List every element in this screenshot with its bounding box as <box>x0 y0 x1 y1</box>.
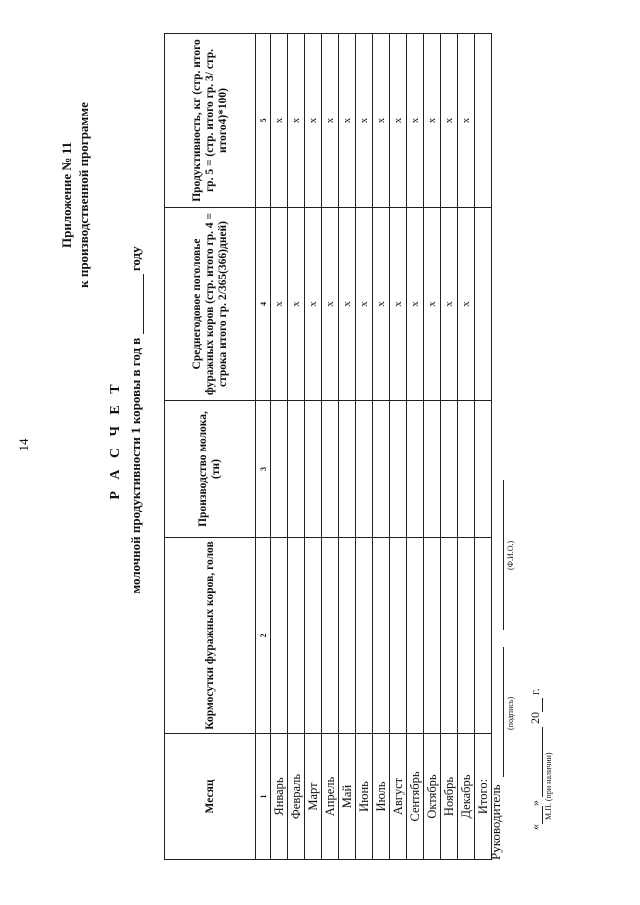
milk-production-cell <box>373 401 390 538</box>
average-herd-cell: x <box>441 208 458 401</box>
appendix-reference: к производственной программе <box>76 102 91 288</box>
feed-days-cell <box>288 538 305 734</box>
signature-block <box>488 260 560 860</box>
milk-production-cell <box>458 401 475 538</box>
average-herd-cell: x <box>288 208 305 401</box>
productivity-cell: x <box>407 34 424 208</box>
milk-production-cell <box>356 401 373 538</box>
document-subtitle <box>128 115 144 725</box>
name-caption: (Ф.И.О.) <box>506 540 515 570</box>
feed-days-cell <box>339 538 356 734</box>
month-cell: Май <box>339 734 356 860</box>
table-row <box>305 34 322 860</box>
date-close-quote: » <box>528 800 542 806</box>
productivity-cell: x <box>305 34 322 208</box>
month-cell: Сентябрь <box>407 734 424 860</box>
feed-days-cell <box>424 538 441 734</box>
subtitle-text-after: году <box>128 246 143 272</box>
column-number: 1 <box>256 734 271 860</box>
productivity-cell: x <box>322 34 339 208</box>
year-blank <box>542 698 543 712</box>
header-feed-days: Кормосутки фуражных коров, голов <box>165 538 256 734</box>
head-label: Руководитель <box>488 784 503 860</box>
page-number: 14 <box>16 438 31 452</box>
appendix-number: Приложение № 11 <box>59 142 74 248</box>
month-cell: Январь <box>271 734 288 860</box>
productivity-cell: x <box>390 34 407 208</box>
feed-days-cell <box>441 538 458 734</box>
milk-production-cell <box>441 401 458 538</box>
day-blank <box>542 806 543 824</box>
feed-days-cell <box>322 538 339 734</box>
milk-production-cell <box>390 401 407 538</box>
month-cell: Декабрь <box>458 734 475 860</box>
average-herd-cell: x <box>424 208 441 401</box>
month-cell: Август <box>390 734 407 860</box>
month-cell: Июль <box>373 734 390 860</box>
productivity-cell: x <box>458 34 475 208</box>
feed-days-cell <box>373 538 390 734</box>
average-herd-cell: x <box>407 208 424 401</box>
milk-production-cell <box>305 401 322 538</box>
head-signature-line <box>488 260 528 860</box>
average-herd-cell: x <box>322 208 339 401</box>
signature-field <box>503 647 504 777</box>
date-open-quote: « <box>528 824 542 830</box>
year-suffix: г. <box>528 688 542 695</box>
average-herd-cell: x <box>305 208 322 401</box>
month-cell: Февраль <box>288 734 305 860</box>
milk-production-cell <box>322 401 339 538</box>
year-prefix: 20 <box>528 712 542 724</box>
table-row <box>339 34 356 860</box>
table-row <box>356 34 373 860</box>
table-row <box>407 34 424 860</box>
month-cell: Ноябрь <box>441 734 458 860</box>
productivity-cell: x <box>373 34 390 208</box>
header-month: Месяц <box>165 734 256 860</box>
table-row <box>441 34 458 860</box>
milk-production-cell <box>288 401 305 538</box>
header-average-herd: Среднегодовое поголовье фуражных коров (стр. итого гр. 4 = строка итого гр. 2/365(366)дней) <box>165 208 256 401</box>
column-number: 5 <box>256 34 271 208</box>
table-row <box>390 34 407 860</box>
average-herd-cell: x <box>373 208 390 401</box>
month-cell: Апрель <box>322 734 339 860</box>
month-cell: Март <box>305 734 322 860</box>
milk-production-cell <box>339 401 356 538</box>
subtitle-text-before: молочной продуктивности 1 коровы в год в <box>128 337 143 594</box>
milk-production-cell <box>424 401 441 538</box>
table-header-row <box>165 34 256 860</box>
milk-production-cell <box>407 401 424 538</box>
column-number-row <box>256 34 271 860</box>
productivity-cell: x <box>356 34 373 208</box>
month-cell: Итого: <box>475 734 492 860</box>
table-body <box>271 34 492 860</box>
header-productivity: Продуктивность, кг (стр. итого гр. 5 = (стр. итого гр. 3/ стр. итого4)*100) <box>165 34 256 208</box>
feed-days-cell <box>407 538 424 734</box>
table-row <box>288 34 305 860</box>
table-row <box>458 34 475 860</box>
column-number: 2 <box>256 538 271 734</box>
appendix-header <box>58 45 92 345</box>
table-row <box>271 34 288 860</box>
average-herd-cell: x <box>458 208 475 401</box>
month-blank <box>542 727 543 797</box>
productivity-cell: x <box>339 34 356 208</box>
month-cell: Июнь <box>356 734 373 860</box>
document-title: Р А С Ч Е Т <box>108 380 123 500</box>
column-number: 4 <box>256 208 271 401</box>
average-herd-cell: x <box>339 208 356 401</box>
productivity-cell: x <box>441 34 458 208</box>
feed-days-cell <box>356 538 373 734</box>
header-milk-production: Производство молока, (тн) <box>165 401 256 538</box>
month-cell: Октябрь <box>424 734 441 860</box>
productivity-cell: x <box>288 34 305 208</box>
average-herd-cell: x <box>390 208 407 401</box>
date-line <box>528 260 560 860</box>
signature-caption: (подпись) <box>506 696 515 730</box>
table-row <box>322 34 339 860</box>
productivity-table <box>164 33 492 860</box>
productivity-cell <box>475 34 492 208</box>
productivity-cell: x <box>271 34 288 208</box>
average-herd-cell: x <box>271 208 288 401</box>
year-blank-line <box>143 274 144 334</box>
table-row <box>424 34 441 860</box>
feed-days-cell <box>390 538 407 734</box>
table-row <box>373 34 390 860</box>
name-field <box>503 480 504 630</box>
feed-days-cell <box>271 538 288 734</box>
productivity-cell: x <box>424 34 441 208</box>
column-number: 3 <box>256 401 271 538</box>
feed-days-cell <box>458 538 475 734</box>
milk-production-cell <box>271 401 288 538</box>
feed-days-cell <box>305 538 322 734</box>
average-herd-cell: x <box>356 208 373 401</box>
stamp-label: М.П. (при наличии) <box>544 752 553 820</box>
